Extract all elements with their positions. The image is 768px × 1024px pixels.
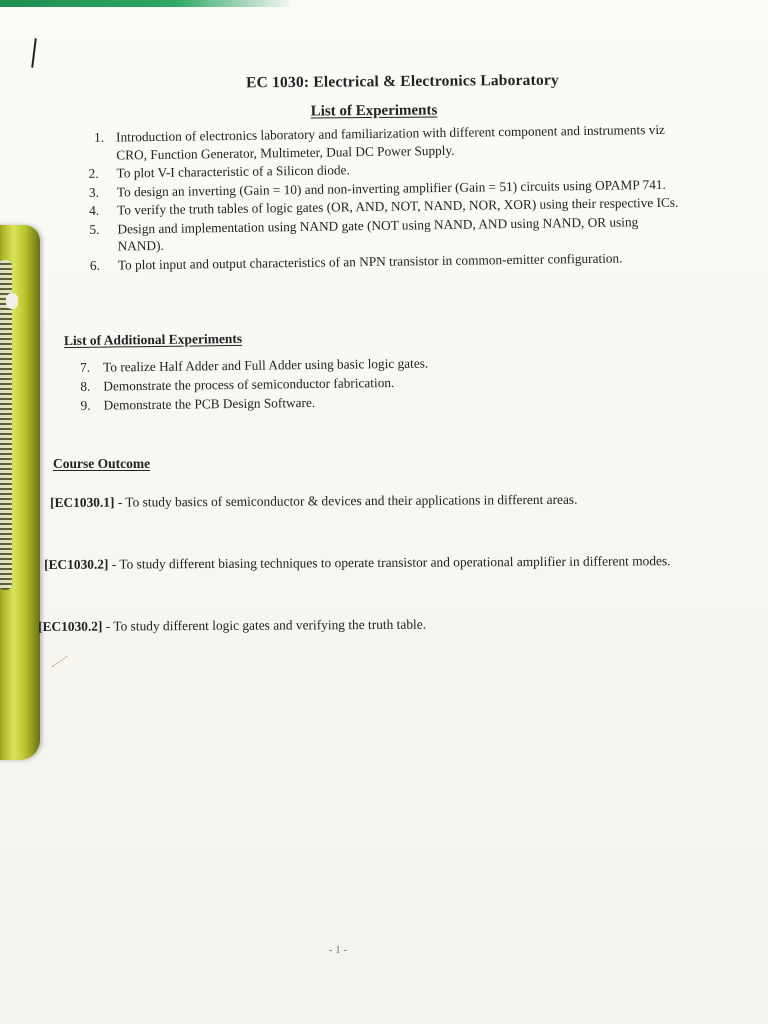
experiment-text: Design and implementation using NAND gate (NOT using NAND, AND using NAND, OR using NAND). [117, 213, 639, 254]
experiment-number: 9. [80, 397, 91, 413]
additional-experiments-list [65, 353, 586, 416]
course-outcome-heading: Course Outcome [53, 456, 151, 471]
additional-experiment-item-9 [65, 391, 585, 414]
experiment-text: To realize Half Adder and Full Adder using basic logic gates. [103, 355, 429, 375]
experiment-text: Demonstrate the process of semiconductor fabrication. [103, 374, 395, 394]
pencil-mark-icon [52, 656, 74, 677]
course-outcome-2 [44, 546, 674, 580]
outcome-code: [EC1030.2] [38, 618, 103, 634]
course-outcome-1 [50, 484, 680, 518]
experiment-number: 4. [89, 202, 100, 218]
additional-experiments-heading: List of Additional Experiments [63, 330, 243, 349]
outcome-text: - To study basics of semiconductor & devices and their applications in different areas. [114, 491, 578, 510]
experiment-text: To plot V-I characteristic of a Silicon diode. [116, 162, 350, 181]
course-outcome-3 [38, 608, 668, 642]
outcome-code: [EC1030.2] [44, 556, 109, 572]
experiment-number: 8. [80, 378, 91, 394]
outcome-code: [EC1030.1] [50, 494, 115, 510]
experiment-number: 2. [88, 165, 99, 181]
experiment-text: Introduction of electronics laboratory and familiarization with different component and instruments viz CRO, Function Generator, Multimeter, Dual DC Power Supply. [116, 121, 665, 163]
page-title: EC 1030: Electrical & Electronics Laboratory [245, 71, 559, 92]
experiment-text: To plot input and output characteristics of an NPN transistor in common-emitter configuration. [117, 249, 623, 273]
experiment-number: 6. [89, 257, 100, 273]
experiment-text: Demonstrate the PCB Design Software. [103, 394, 316, 413]
experiment-number: 5. [89, 221, 100, 237]
experiment-text: To design an inverting (Gain = 10) and non-inverting amplifier (Gain = 51) circuits using OPAMP 741. [116, 176, 666, 200]
experiment-text: To verify the truth tables of logic gates (OR, AND, NOT, NAND, NOR, XOR) using their respective ICs. [117, 194, 679, 218]
experiments-heading: List of Experiments [310, 102, 438, 120]
experiment-number: 1. [94, 129, 105, 145]
outcome-text: - To study different biasing techniques to operate transistor and operational amplifier in different modes. [108, 553, 671, 572]
experiment-number: 7. [80, 359, 91, 375]
outcome-text: - To study different logic gates and verifying the truth table. [102, 616, 427, 634]
experiments-list [82, 121, 680, 275]
experiment-number: 3. [88, 184, 99, 200]
page-number: - 1 - [328, 944, 348, 956]
